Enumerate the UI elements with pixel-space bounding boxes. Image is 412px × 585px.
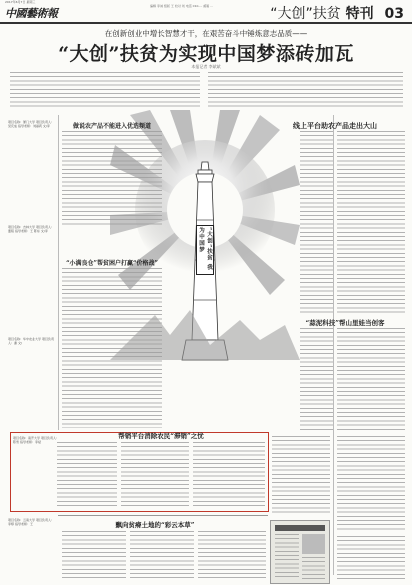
highlighted-article-body-2	[121, 442, 189, 508]
article-4-body	[300, 328, 333, 432]
article-1-body	[62, 131, 162, 226]
section-title-5: 帮销平台消除农民“滞销”之忧	[118, 432, 204, 440]
masthead-date: 2017年6月7日 星期三	[5, 0, 36, 4]
thumb-text-2	[302, 557, 325, 579]
newspaper-logo: 中國藝術報	[5, 7, 58, 20]
article-6-body-3	[198, 531, 266, 581]
article-6-body-1	[62, 531, 126, 581]
section-title-2: 线上平台助农产品走出大山	[293, 121, 377, 130]
sidebar-note-5: 项目名称：云南大学 项目负责人：李婷 指导老师：王	[8, 518, 54, 527]
section-header	[270, 3, 404, 23]
article-headline: “大创”扶贫为实现中国梦添砖加瓦	[58, 43, 354, 65]
article-subtitle: 在创新创业中增长智慧才干，在艰苦奋斗中锤炼意志品质——	[104, 29, 308, 38]
section-name: “大创”扶贫	[270, 6, 341, 22]
article-6-body-2	[130, 531, 194, 581]
column-divider	[333, 115, 334, 575]
highlighted-article-body-3	[193, 442, 265, 508]
masthead	[0, 0, 412, 24]
section-title-3: “小满良仓”帮贫困户打赢“价格战”	[66, 260, 158, 267]
masthead-info: 编辑 李诚 组版 王 校对 刘 电话 010-... 邮箱 ...	[150, 4, 214, 8]
page-number: 03	[384, 6, 404, 22]
highlighted-article-box	[10, 432, 269, 512]
intro-text-left	[10, 72, 200, 110]
section-type: 特刊	[345, 6, 374, 22]
bottom-right-caption	[337, 536, 405, 581]
article-3-body	[62, 268, 162, 428]
right-column-body	[272, 436, 330, 516]
highlighted-article-body-1	[57, 442, 117, 508]
sidebar-note-1: 项目名称：厦门大学 项目负责人：吴庆成 指导老师：刘丽莉 文/李	[8, 120, 54, 129]
section-title-6: 飘向贫瘠土地的“彩云本草”	[115, 521, 195, 529]
thumb-photo	[302, 534, 325, 554]
thumb-text	[275, 534, 299, 579]
sidebar-note-3: 项目名称：华中农业大学 项目负责人：谢 文/	[8, 337, 54, 346]
horizontal-divider	[58, 515, 268, 516]
newspaper-thumbnail-image	[270, 520, 330, 584]
section-title-4: “蒜泥科技”帮山里娃当创客	[305, 319, 385, 327]
sidebar-note-4: 项目名称：南开大学 项目负责人：陈雪 指导老师：李斌	[13, 436, 59, 445]
right-column-body-b	[337, 436, 405, 532]
article-2-body	[300, 131, 333, 313]
sidebar-note-2: 项目名称：吉林大学 项目负责人：董程 指导老师：王 陈东 文/李	[8, 225, 54, 234]
article-byline: 本报记者 李斌斌	[191, 64, 221, 69]
article-2-body-b	[337, 131, 405, 313]
thumb-headline	[275, 525, 325, 531]
column-divider	[58, 115, 59, 430]
section-title-1: 做说农产品不能进入优选频道	[72, 123, 151, 130]
lighthouse-slogan: “大创”扶贫 我为中国梦	[196, 225, 214, 275]
intro-text-right	[208, 72, 403, 110]
article-4-body-b	[337, 328, 405, 432]
